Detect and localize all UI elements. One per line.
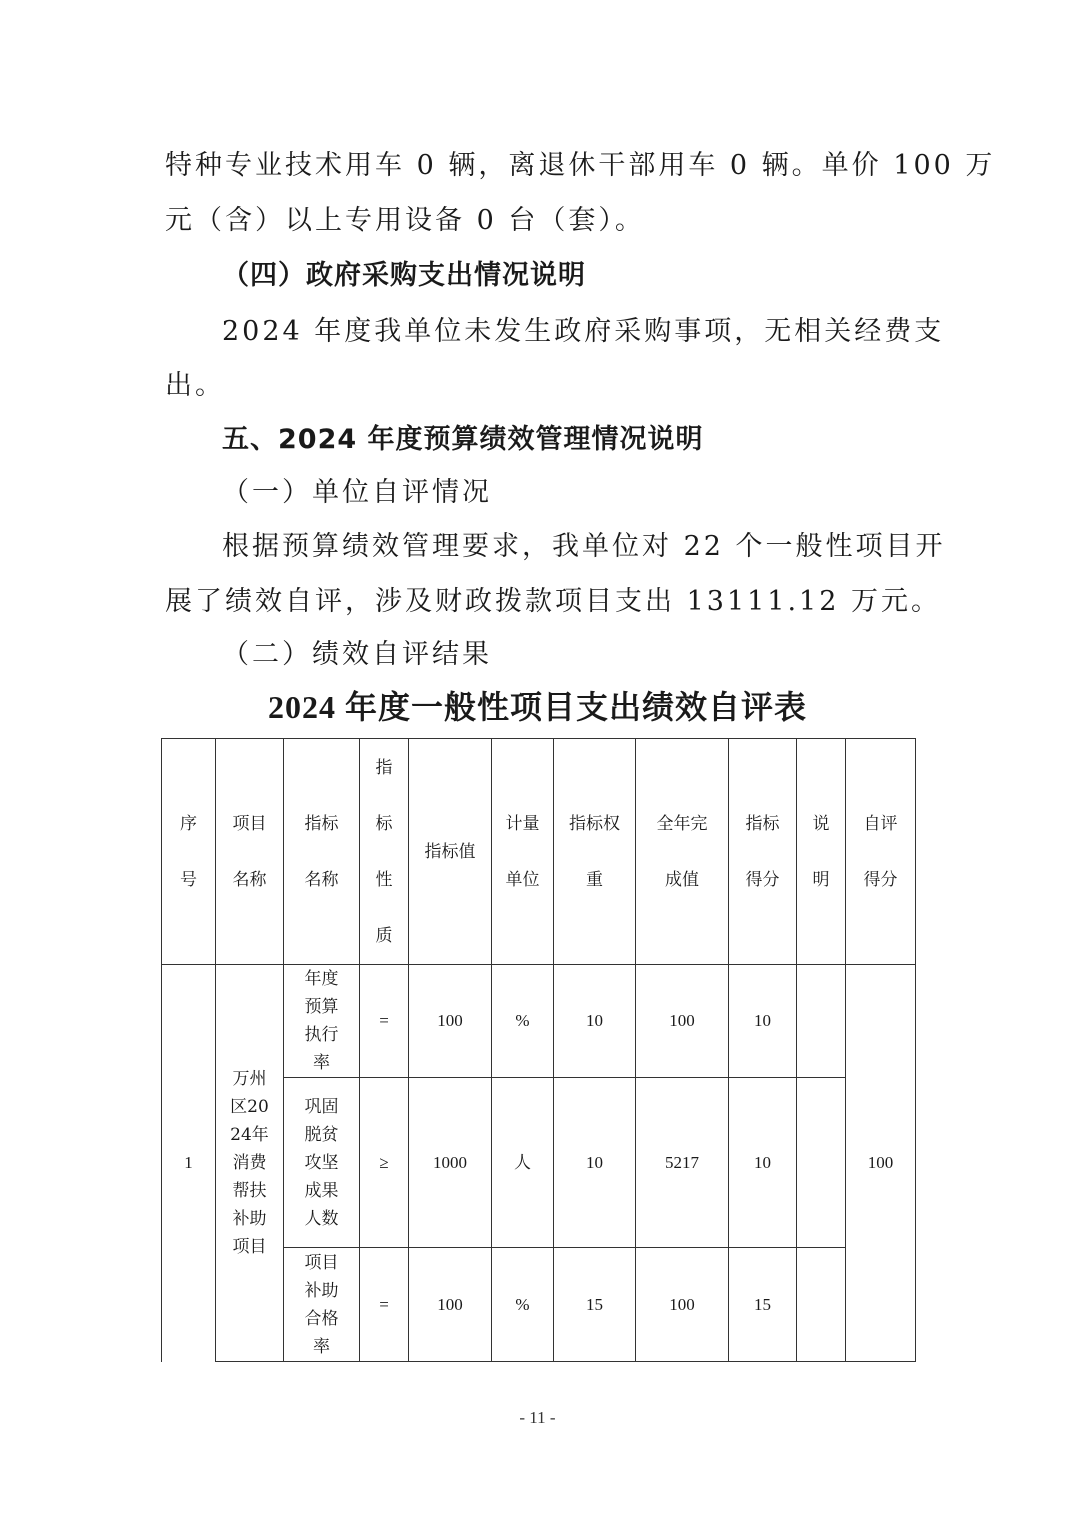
- header-cell: 全年完成值: [636, 739, 729, 965]
- indicator-unit: 人: [492, 1078, 554, 1248]
- indicator-weight: 10: [554, 1078, 636, 1248]
- paragraph-line: 根据预算绩效管理要求，我单位对 22 个一般性项目开: [222, 531, 946, 562]
- indicator-score: 15: [729, 1248, 797, 1362]
- indicator-nature: =: [360, 965, 409, 1078]
- indicator-name: 巩固脱贫攻坚成果人数: [284, 1078, 360, 1248]
- performance-table: [161, 738, 916, 1362]
- indicator-actual: 100: [636, 1248, 729, 1362]
- indicator-unit: %: [492, 1248, 554, 1362]
- indicator-score: 10: [729, 1078, 797, 1248]
- indicator-value: 1000: [409, 1078, 492, 1248]
- section-heading-4: （四）政府采购支出情况说明: [222, 260, 586, 291]
- paragraph-line: 2024 年度我单位未发生政府采购事项，无相关经费支: [222, 316, 945, 347]
- indicator-weight: 15: [554, 1248, 636, 1362]
- section-heading-5: 五、2024 年度预算绩效管理情况说明: [222, 424, 704, 455]
- header-cell: 指标性质: [360, 739, 409, 965]
- table-header-row: [162, 739, 916, 965]
- header-cell: 指标值: [409, 739, 492, 965]
- indicator-actual: 5217: [636, 1078, 729, 1248]
- indicator-score: 10: [729, 965, 797, 1078]
- subsection-heading-1: （一）单位自评情况: [222, 477, 492, 508]
- table-title: 2024 年度一般性项目支出绩效自评表: [267, 689, 807, 725]
- table-row: [162, 965, 916, 1078]
- indicator-value: 100: [409, 965, 492, 1078]
- header-cell: 项目名称: [216, 739, 284, 965]
- paragraph-line: 元（含）以上专用设备 0 台（套）。: [165, 205, 645, 236]
- project-self-score: 100: [846, 965, 916, 1362]
- project-index: 1: [162, 965, 216, 1362]
- indicator-value: 100: [409, 1248, 492, 1362]
- header-cell: 计量单位: [492, 739, 554, 965]
- indicator-note: [797, 1248, 846, 1362]
- indicator-note: [797, 1078, 846, 1248]
- header-cell: 说明: [797, 739, 846, 965]
- indicator-name: 年度预算执行率: [284, 965, 360, 1078]
- subsection-heading-2: （二）绩效自评结果: [222, 639, 492, 670]
- project-name: 万州区2024年消费帮扶补助项目: [216, 965, 284, 1362]
- indicator-weight: 10: [554, 965, 636, 1078]
- page-number: - 11 -: [519, 1408, 556, 1427]
- indicator-nature: =: [360, 1248, 409, 1362]
- header-cell: 指标权重: [554, 739, 636, 965]
- paragraph-line: 特种专业技术用车 0 辆，离退休干部用车 0 辆。单价 100 万: [165, 150, 996, 181]
- indicator-actual: 100: [636, 965, 729, 1078]
- header-cell: 指标名称: [284, 739, 360, 965]
- indicator-note: [797, 965, 846, 1078]
- paragraph-line: 出。: [165, 370, 225, 401]
- indicator-unit: %: [492, 965, 554, 1078]
- header-cell: 指标得分: [729, 739, 797, 965]
- indicator-name: 项目补助合格率: [284, 1248, 360, 1362]
- header-cell: 序号: [162, 739, 216, 965]
- paragraph-line: 展了绩效自评，涉及财政拨款项目支出 13111.12 万元。: [165, 586, 941, 617]
- indicator-nature: ≥: [360, 1078, 409, 1248]
- header-cell: 自评得分: [846, 739, 916, 965]
